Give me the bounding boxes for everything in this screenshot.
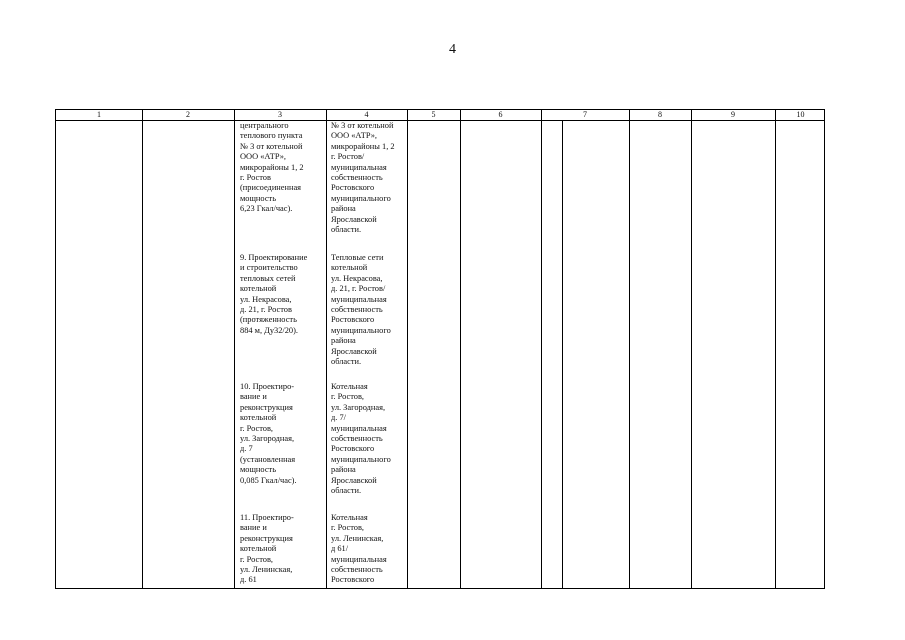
col-divider-8: [691, 110, 692, 588]
col-divider-2: [234, 110, 235, 588]
header-col-8: 8: [658, 110, 662, 119]
header-col-7: 7: [583, 110, 587, 119]
col-divider-9: [775, 110, 776, 588]
data-table: [55, 109, 825, 589]
header-col-10: 10: [796, 110, 805, 119]
row3-col3-text: 10. Проектиро- вание и реконструкция котельной г. Ростов, ул. Загородная, д. 7 (установленная мощность 0,085 Гкал/час).: [240, 382, 297, 485]
col-divider-6: [541, 110, 542, 588]
row3-col4-text: Котельная г. Ростов, ул. Загородная, д. 7/ муниципальная собственность Ростовского муниципального района Ярославской области.: [331, 382, 391, 496]
header-col-1: 1: [97, 110, 101, 119]
row2-col3-text: 9. Проектирование и строительство тепловых сетей котельной ул. Некрасова, д. 21, г. Ростов (протяженность 884 м, Ду32/20).: [240, 253, 308, 335]
header-col-6: 6: [498, 110, 503, 119]
col-divider-1: [142, 110, 143, 588]
row2-col4-text: Тепловые сети котельной ул. Некрасова, д. 21, г. Ростов/ муниципальная собственность Ростовского муниципального района Ярославской области.: [331, 253, 391, 367]
col-divider-4: [407, 110, 408, 588]
header-col-2: 2: [186, 110, 190, 119]
row4-col3-text: 11. Проектиро- вание и реконструкция котельной г. Ростов, ул. Ленинская, д. 61: [240, 513, 294, 585]
header-col-3: 3: [278, 110, 282, 119]
header-col-4: 4: [364, 110, 369, 119]
header-col-9: 9: [731, 110, 735, 119]
row4-col4-text: Котельная г. Ростов, ул. Ленинская, д 61/ муниципальная собственность Ростовского: [331, 513, 387, 585]
col-divider-7a: [562, 120, 563, 588]
page-number: 4: [449, 42, 456, 57]
row1-col4-text: № 3 от котельной ООО «АТР», микрорайоны 1, 2 г. Ростов/ муниципальная собственность Ростовского муниципального района Ярославской области.: [331, 121, 395, 235]
col-divider-7: [629, 110, 630, 588]
col-divider-3: [326, 110, 327, 588]
header-col-5: 5: [431, 110, 436, 119]
header-divider: [56, 120, 824, 121]
col-divider-5: [460, 110, 461, 588]
row1-col3-text: центрального теплового пункта № 3 от котельной ООО «АТР», микрорайоны 1, 2 г. Ростов (присоединенная мощность 6,23 Гкал/час).: [240, 121, 304, 214]
